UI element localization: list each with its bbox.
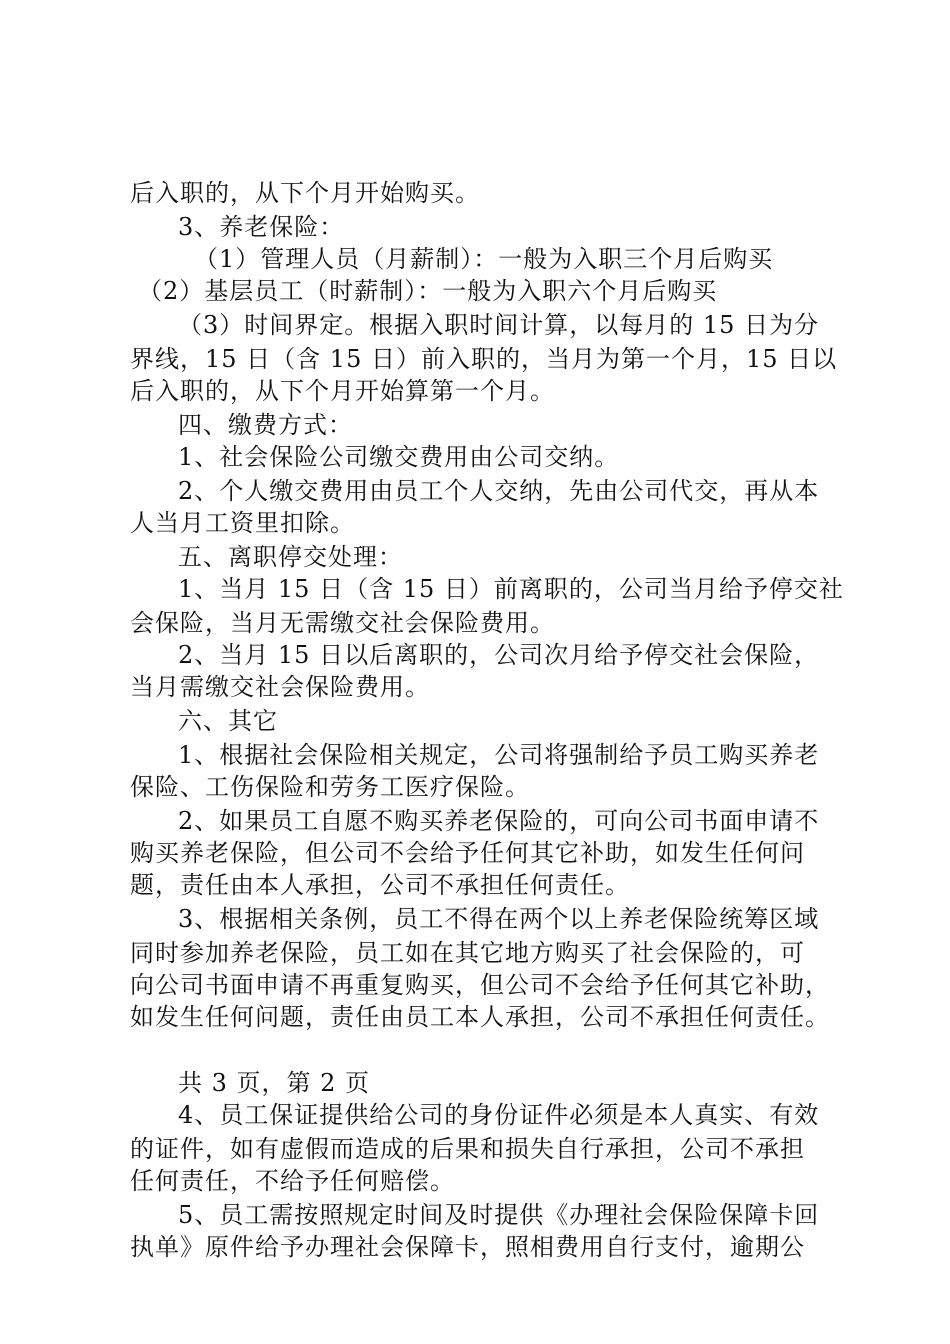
text-line: 任何责任，不给予任何赔偿。 [130,1167,455,1195]
text-line: 2、当月 15 日以后离职的，公司次月给予停交社会保险， [178,641,820,669]
text-line: 界线，15 日（含 15 日）前入职的，当月为第一个月，15 日以 [130,345,838,373]
text-line: （3）时间界定。根据入职时间计算，以每月的 15 日为分 [178,311,820,339]
text-line: （2）基层员工（时薪制）：一般为入职六个月后购买 [138,277,718,305]
text-line: 后入职的，从下个月开始购买。 [130,179,480,207]
text-line: 后入职的，从下个月开始算第一个月。 [130,377,555,405]
text-line: 1、社会保险公司缴交费用由公司交纳。 [178,443,620,471]
text-line: 当月需缴交社会保险费用。 [130,673,430,701]
text-line: 3、根据相关条例，员工不得在两个以上养老保险统筹区域 [178,905,820,933]
text-line: 2、个人缴交费用由员工个人交纳，先由公司代交，再从本 [178,477,820,505]
text-line: 5、员工需按照规定时间及时提供《办理社会保险保障卡回 [178,1201,820,1229]
text-line: 4、员工保证提供给公司的身份证件必须是本人真实、有效 [178,1101,820,1129]
text-line: 同时参加养老保险，员工如在其它地方购买了社会保险的，可 [130,939,805,967]
text-line: 会保险，当月无需缴交社会保险费用。 [130,609,555,637]
text-line: 题，责任由本人承担，公司不承担任何责任。 [130,871,630,899]
section-heading: 六、其它 [178,707,278,735]
text-line: 保险、工伤保险和劳务工医疗保险。 [130,773,530,801]
text-line: （1）管理人员（月薪制）：一般为入职三个月后购买 [194,245,774,273]
text-line: 1、当月 15 日（含 15 日）前离职的，公司当月给予停交社 [178,575,844,603]
section-heading: 五、离职停交处理： [178,543,403,571]
page-number: 共 3 页，第 2 页 [178,1069,371,1097]
text-line: 1、根据社会保险相关规定，公司将强制给予员工购买养老 [178,741,820,769]
text-line: 如发生任何问题，责任由员工本人承担，公司不承担任何责任。 [130,1003,830,1031]
text-line: 人当月工资里扣除。 [130,509,355,537]
text-line: 3、养老保险： [178,213,345,241]
text-line: 向公司书面申请不再重复购买，但公司不会给予任何其它补助， [130,971,830,999]
section-heading: 四、缴费方式： [178,411,353,439]
text-line: 购买养老保险，但公司不会给予任何其它补助，如发生任何问 [130,839,805,867]
text-line: 执单》原件给予办理社会保障卡，照相费用自行支付，逾期公 [130,1233,805,1261]
text-line: 2、如果员工自愿不购买养老保险的，可向公司书面申请不 [178,807,820,835]
text-line: 的证件，如有虚假而造成的后果和损失自行承担，公司不承担 [130,1135,805,1163]
